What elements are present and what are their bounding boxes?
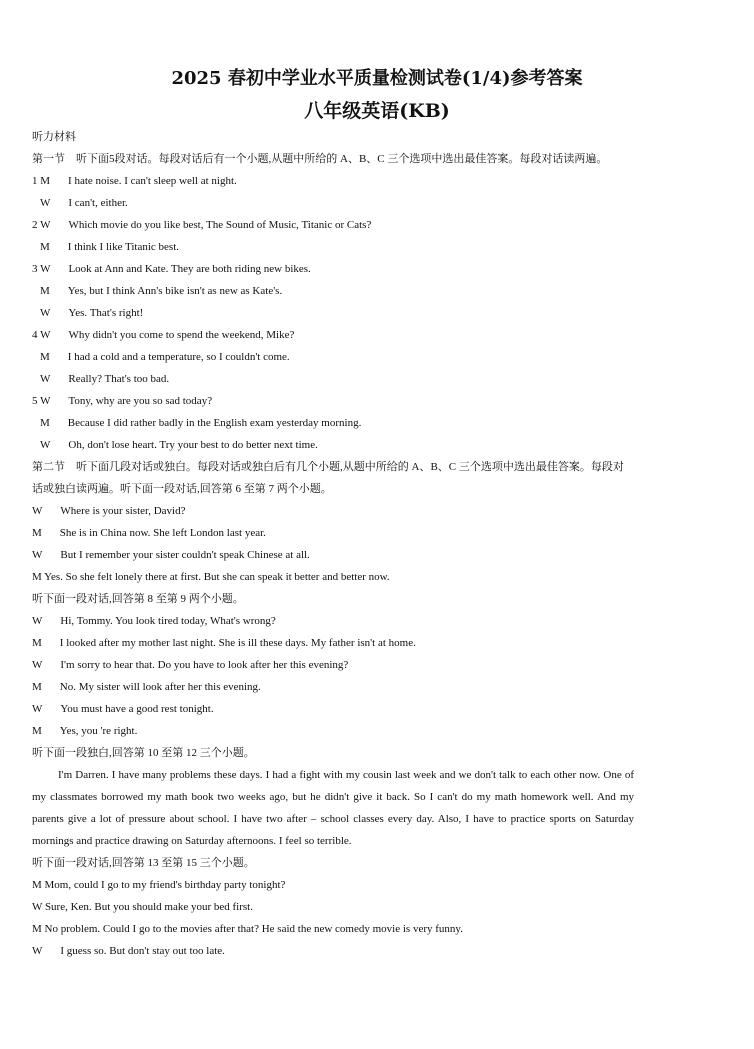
speaker: W	[40, 197, 51, 209]
speaker: M	[32, 725, 42, 737]
speaker: W	[32, 549, 43, 561]
item-number: 3	[32, 263, 38, 275]
speaker: M	[32, 527, 42, 539]
utterance: I had a cold and a temperature, so I couldn't come.	[67, 351, 290, 363]
item-number: 2	[32, 219, 38, 231]
item-number: 1	[32, 175, 38, 187]
dialog-line	[32, 214, 634, 236]
dialog-line	[32, 390, 634, 412]
dialog-line	[32, 280, 634, 302]
utterance: Yes. So she felt lonely there at first. But she can speak it better and better now.	[44, 571, 390, 583]
dialog-intro: 听下面一段对话,回答第 8 至第 9 两个小题。	[32, 593, 244, 605]
dialog-line	[32, 522, 634, 544]
speaker: W	[40, 329, 51, 341]
speaker: W	[40, 307, 51, 319]
utterance: Why didn't you come to spend the weekend, Mike?	[68, 329, 295, 341]
dialog-line	[32, 346, 634, 368]
dialog-line	[32, 698, 634, 720]
utterance: I can't, either.	[68, 197, 128, 209]
dialog-line	[32, 720, 634, 742]
item-number: 4	[32, 329, 38, 341]
dialog-line	[32, 192, 634, 214]
document-subtitle: 八年级英语(KB)	[304, 100, 450, 122]
utterance: Tony, why are you so sad today?	[68, 395, 213, 407]
dialog-line	[32, 500, 634, 522]
utterance: I think I like Titanic best.	[67, 241, 180, 253]
utterance: Hi, Tommy. You look tired today, What's wrong?	[60, 615, 276, 627]
dialog-line	[32, 258, 634, 280]
utterance: Yes, you 're right.	[59, 725, 138, 737]
speaker: W	[40, 373, 51, 385]
speaker: M	[40, 175, 51, 187]
utterance: No. My sister will look after her this evening.	[59, 681, 261, 693]
dialog-line	[32, 434, 634, 456]
dialog-line	[32, 170, 634, 192]
speaker: M	[40, 417, 50, 429]
utterance: Really? That's too bad.	[68, 373, 170, 385]
item-number: 5	[32, 395, 38, 407]
dialog-line	[32, 676, 634, 698]
speaker: W	[40, 395, 51, 407]
utterance: Look at Ann and Kate. They are both riding new bikes.	[68, 263, 311, 275]
speaker: M	[32, 681, 42, 693]
utterance: I guess so. But don't stay out too late.	[60, 945, 225, 957]
speaker: M	[40, 351, 50, 363]
dialog-line	[32, 654, 634, 676]
document-body	[32, 126, 634, 962]
utterance: But I remember your sister couldn't speak Chinese at all.	[60, 549, 310, 561]
speaker: W	[40, 439, 51, 451]
dialog-line	[32, 368, 634, 390]
speaker: M	[40, 241, 50, 253]
monologue-intro: 听下面一段独白,回答第 10 至第 12 三个小题。	[32, 747, 255, 759]
speaker: W	[40, 263, 51, 275]
speaker: M	[40, 285, 50, 297]
speaker: M	[32, 923, 42, 935]
dialog-line	[32, 544, 634, 566]
speaker: W	[32, 505, 43, 517]
speaker: W	[32, 945, 43, 957]
utterance: She is in China now. She left London last year.	[59, 527, 266, 539]
utterance: Where is your sister, David?	[60, 505, 186, 517]
dialog-line	[32, 236, 634, 258]
dialog-line	[32, 324, 634, 346]
utterance: Yes, but I think Ann's bike isn't as new as Kate's.	[67, 285, 283, 297]
dialog-line	[32, 566, 634, 588]
utterance: Mom, could I go to my friend's birthday party tonight?	[44, 879, 286, 891]
utterance: I looked after my mother last night. She is ill these days. My father isn't at home.	[59, 637, 416, 649]
part1-instruction: 第一节 听下面5段对话。每段对话后有一个小题,从题中所给的 A、B、C 三个选项中选出最佳答案。每段对话读两遍。	[32, 153, 608, 165]
dialog-line	[32, 918, 634, 940]
dialog-line	[32, 896, 634, 918]
dialog-line	[32, 874, 634, 896]
speaker: M	[32, 571, 42, 583]
monologue-paragraph: I'm Darren. I have many problems these days. I had a fight with my cousin last week and we don't talk to each other now. One of my classmates borrowed my math book two weeks ago, but he didn't give it back. So I can't do my math homework well. And my parents give a lot of pressure about school. I have two after – school classes every day. Also, I have to practice sports on Saturday mornings and practice drawing on Saturday afternoons. I feel so terrible.	[32, 769, 634, 847]
speaker: W	[32, 703, 43, 715]
speaker: W	[32, 615, 43, 627]
part2-instruction: 第二节 听下面几段对话或独白。每段对话或独白后有几个小题,从题中所给的 A、B、C 三个选项中选出最佳答案。每段对话或独白读两遍。听下面一段对话,回答第 6 至第 7 两个小题。	[32, 461, 624, 495]
utterance: I hate noise. I can't sleep well at night.	[68, 175, 237, 187]
dialog-line	[32, 632, 634, 654]
dialog-line	[32, 412, 634, 434]
utterance: You must have a good rest tonight.	[60, 703, 214, 715]
utterance: Because I did rather badly in the English exam yesterday morning.	[67, 417, 362, 429]
utterance: Oh, don't lose heart. Try your best to do better next time.	[68, 439, 318, 451]
document-title: 2025 春初中学业水平质量检测试卷(1/4)参考答案	[171, 68, 583, 89]
dialog-line	[32, 940, 634, 962]
dialog-line	[32, 302, 634, 324]
speaker: M	[32, 637, 42, 649]
utterance: Which movie do you like best, The Sound of Music, Titanic or Cats?	[68, 219, 372, 231]
speaker: W	[32, 659, 43, 671]
utterance: Sure, Ken. But you should make your bed first.	[44, 901, 253, 913]
utterance: I'm sorry to hear that. Do you have to look after her this evening?	[60, 659, 349, 671]
dialog-line	[32, 610, 634, 632]
utterance: No problem. Could I go to the movies after that? He said the new comedy movie is very funny.	[44, 923, 463, 935]
speaker: M	[32, 879, 42, 891]
speaker: W	[40, 219, 51, 231]
utterance: Yes. That's right!	[68, 307, 144, 319]
section-label: 听力材料	[32, 131, 76, 143]
speaker: W	[32, 901, 43, 913]
dialog-intro: 听下面一段对话,回答第 13 至第 15 三个小题。	[32, 857, 255, 869]
